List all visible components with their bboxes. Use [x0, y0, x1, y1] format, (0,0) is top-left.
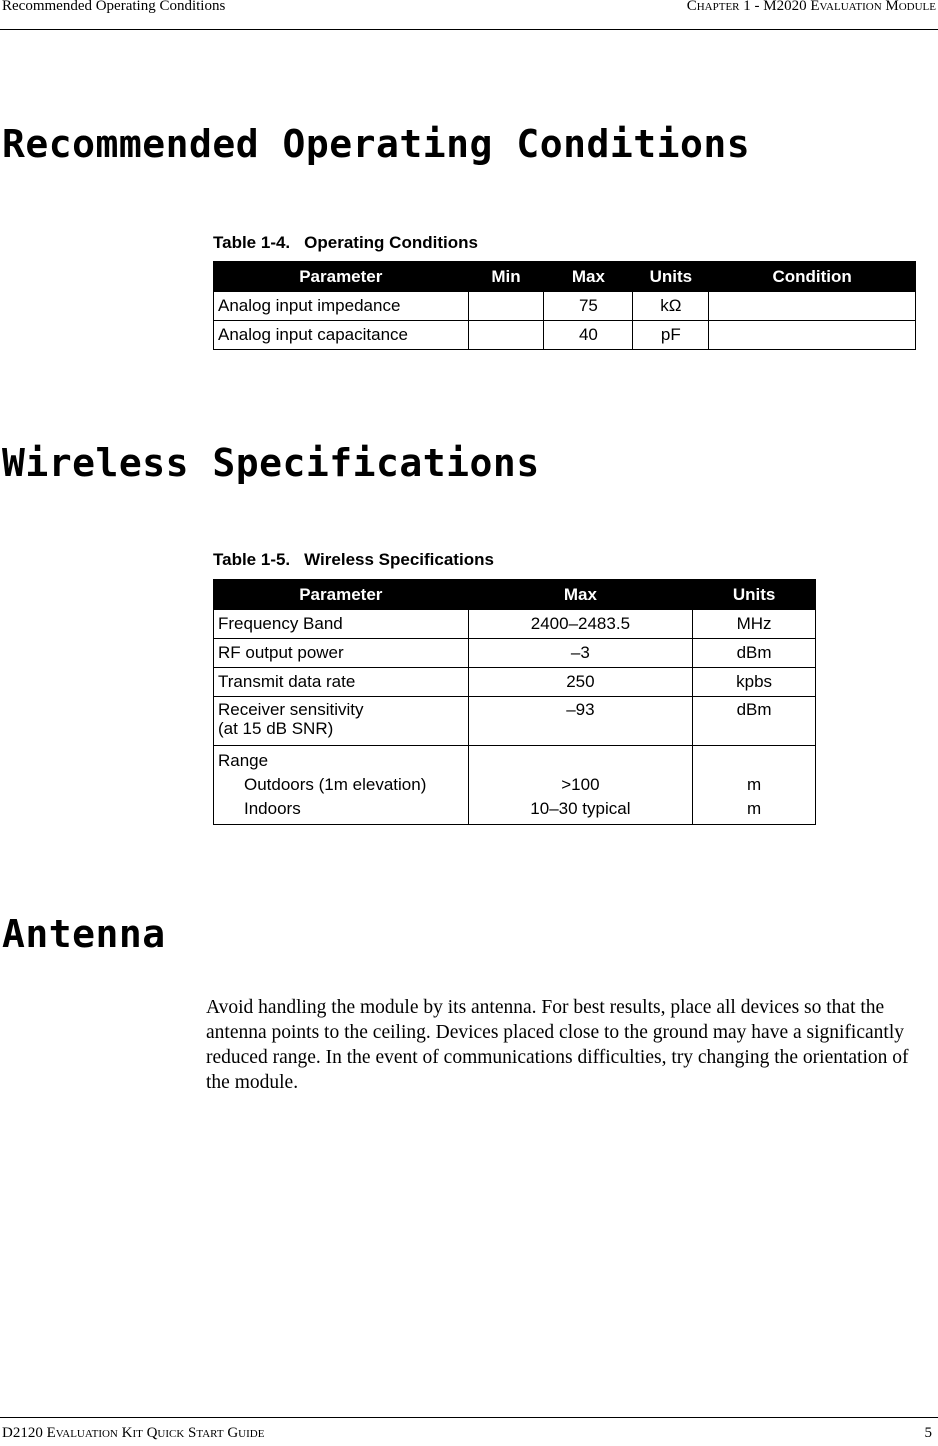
- header-left: Recommended Operating Conditions: [2, 0, 226, 14]
- table1-caption: [213, 233, 478, 253]
- range-indoors-units: m: [747, 799, 762, 818]
- table-cell: RF output power: [214, 639, 469, 668]
- table-cell: Analog input capacitance: [214, 321, 469, 350]
- table-row: [214, 321, 916, 350]
- col-header: Parameter: [214, 262, 469, 292]
- table-cell: [693, 746, 816, 825]
- table-cell: kΩ: [633, 292, 709, 321]
- range-outdoors-units: m: [747, 775, 762, 794]
- col-header: Min: [468, 262, 544, 292]
- col-header: Units: [633, 262, 709, 292]
- table-cell: 40: [544, 321, 633, 350]
- table1-caption-text: Operating Conditions: [304, 233, 478, 252]
- table2-caption: [213, 550, 494, 570]
- table-cell: [468, 321, 544, 350]
- table-row: [214, 292, 916, 321]
- col-header: Units: [693, 580, 816, 610]
- sensitivity-line1: Receiver sensitivity: [218, 700, 364, 719]
- wireless-specifications-table: [213, 579, 816, 825]
- col-header: Max: [468, 580, 693, 610]
- table-cell: MHz: [693, 610, 816, 639]
- table-cell: Analog input impedance: [214, 292, 469, 321]
- table-row: [214, 610, 816, 639]
- sensitivity-line2: (at 15 dB SNR): [218, 719, 334, 738]
- header-right: Chapter 1 - M2020 Evaluation Module: [686, 0, 936, 14]
- table-row: [214, 697, 816, 746]
- table-cell: [214, 697, 469, 746]
- table2-caption-text: Wireless Specifications: [304, 550, 494, 569]
- footer-left: D2120 Evaluation Kit Quick Start Guide: [2, 1425, 265, 1441]
- table-cell: –93: [468, 697, 693, 746]
- table-header-row: [214, 262, 916, 292]
- table-header-row: [214, 580, 816, 610]
- range-indoors: Indoors: [244, 799, 301, 818]
- table-cell: kpbs: [693, 668, 816, 697]
- operating-conditions-table: [213, 261, 916, 350]
- section-title-wireless: Wireless Specifications: [2, 441, 540, 485]
- table-cell: [468, 746, 693, 825]
- table-cell: [709, 321, 916, 350]
- table-cell: [468, 292, 544, 321]
- table-cell: pF: [633, 321, 709, 350]
- antenna-paragraph: Avoid handling the module by its antenna. For best results, place all devices so that the antenna points to the ceiling. Devices placed close to the ground may have a significantly reduced range. In the event of communications difficulties, try changing the orientation of the module.: [206, 997, 909, 1093]
- section-title-recommended: Recommended Operating Conditions: [2, 122, 751, 166]
- page-header: [0, 0, 938, 30]
- table-cell: dBm: [693, 639, 816, 668]
- section-title-antenna: Antenna: [2, 912, 166, 956]
- col-header: Parameter: [214, 580, 469, 610]
- table-cell: [214, 746, 469, 825]
- page-footer: [0, 1417, 938, 1446]
- col-header: Max: [544, 262, 633, 292]
- table-cell: –3: [468, 639, 693, 668]
- range-outdoors-max: >100: [561, 775, 600, 794]
- table-row: [214, 746, 816, 825]
- table-cell: Frequency Band: [214, 610, 469, 639]
- table-cell: Transmit data rate: [214, 668, 469, 697]
- table-row: [214, 668, 816, 697]
- table1-number: Table 1-4.: [213, 233, 291, 252]
- table-cell: dBm: [693, 697, 816, 746]
- table-cell: [709, 292, 916, 321]
- table-cell: 75: [544, 292, 633, 321]
- range-indoors-max: 10–30 typical: [530, 799, 631, 818]
- table-row: [214, 639, 816, 668]
- range-outdoors: Outdoors (1m elevation): [244, 775, 427, 794]
- table-cell: 250: [468, 668, 693, 697]
- page-number: 5: [924, 1425, 932, 1441]
- table2-number: Table 1-5.: [213, 550, 291, 569]
- range-label: Range: [218, 751, 269, 770]
- table-cell: 2400–2483.5: [468, 610, 693, 639]
- col-header: Condition: [709, 262, 916, 292]
